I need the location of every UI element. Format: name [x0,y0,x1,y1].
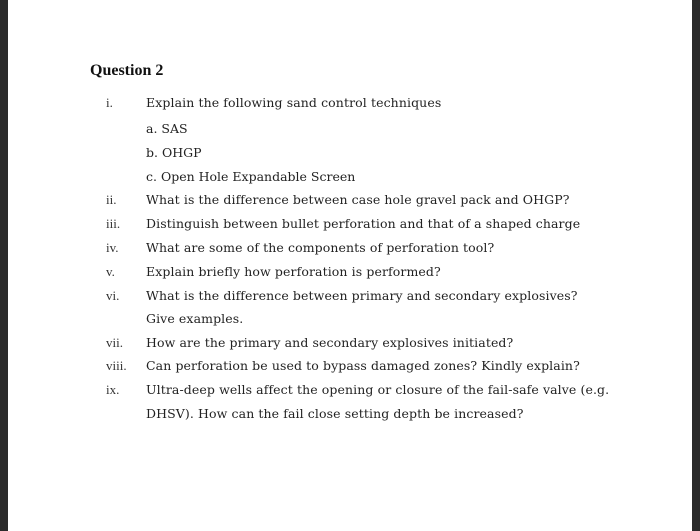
item-text-continuation: DHSV). How can the fail close setting depth be increased? [146,406,524,421]
item-text: Explain briefly how perforation is performed? [146,264,441,279]
item-number: ii. [106,192,117,207]
document-page [8,0,692,531]
item-number: iv. [106,240,119,255]
item-number: i. [106,95,113,110]
subitem-text: a. SAS [146,121,188,136]
item-number: vi. [106,288,120,303]
subitem-text: c. Open Hole Expandable Screen [146,169,356,184]
item-text: Ultra-deep wells affect the opening or closure of the fail-safe valve (e.g. [146,382,610,397]
item-number: viii. [106,358,127,373]
item-text: Can perforation be used to bypass damaged zones? Kindly explain? [146,358,580,373]
item-text: Distinguish between bullet perforation and that of a shaped charge [146,216,581,231]
item-number: ix. [106,382,120,397]
item-text: What are some of the components of perforation tool? [146,240,495,255]
item-text: What is the difference between case hole gravel pack and OHGP? [146,192,570,207]
item-text: What is the difference between primary and secondary explosives? [146,288,578,303]
item-text: How are the primary and secondary explosives initiated? [146,335,514,350]
item-text: Explain the following sand control techniques [146,95,442,110]
item-number: iii. [106,216,121,231]
subitem-text: b. OHGP [146,145,202,160]
item-number: vii. [106,335,123,350]
question-title: Question 2 [90,62,164,79]
item-number: v. [106,264,115,279]
item-text-continuation: Give examples. [146,311,244,326]
